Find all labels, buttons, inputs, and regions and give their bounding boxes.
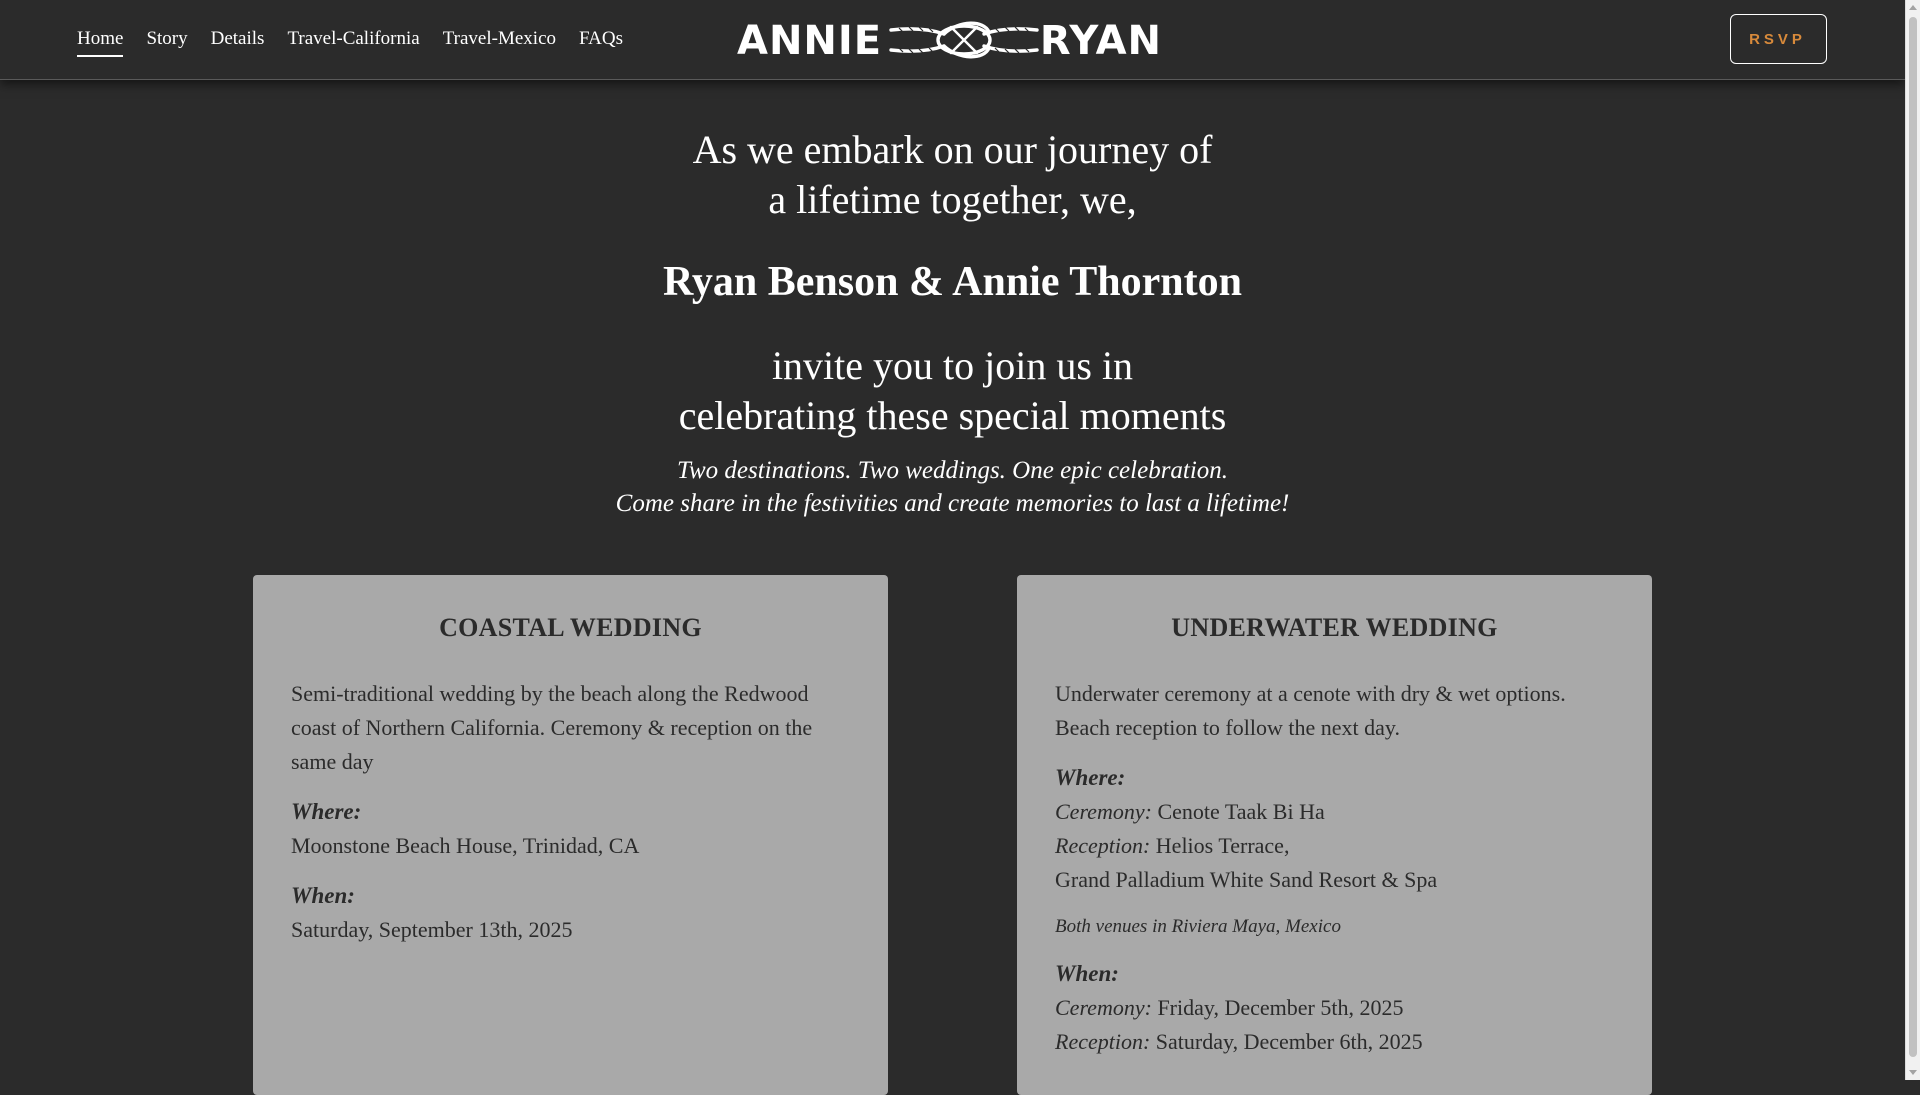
rsvp-button[interactable]: RSVP — [1730, 14, 1827, 64]
nav-home[interactable]: Home — [77, 26, 123, 57]
reception-date-value: Saturday, December 6th, 2025 — [1155, 1029, 1423, 1054]
reception-date-label: Reception: — [1055, 1029, 1151, 1054]
underwater-when-label: When: — [1055, 961, 1119, 986]
underwater-reception-date — [1055, 1025, 1614, 1059]
intro-heading — [0, 125, 1905, 225]
knot-rope-icon — [889, 14, 1039, 66]
intro-line-1: As we embark on our journey of — [692, 127, 1213, 172]
reception-place-value: Helios Terrace, — [1155, 833, 1290, 858]
tagline — [0, 454, 1905, 520]
ceremony-date-label: Ceremony: — [1055, 995, 1152, 1020]
coastal-wedding-title: COASTAL WEDDING — [439, 613, 702, 642]
underwater-wedding-title: UNDERWATER WEDDING — [1171, 613, 1498, 642]
invitation-line-2: celebrating these special moments — [678, 393, 1227, 438]
top-navigation-bar — [0, 0, 1905, 80]
scroll-up-arrow-icon[interactable] — [1909, 5, 1917, 10]
nav-faqs[interactable]: FAQs — [579, 28, 624, 49]
underwater-ceremony-place — [1055, 795, 1614, 829]
ceremony-label: Ceremony: — [1055, 799, 1152, 824]
nav-travel-mexico[interactable]: Travel-Mexico — [442, 28, 557, 49]
nav-details[interactable]: Details — [210, 28, 265, 49]
intro-line-2: a lifetime together, we, — [768, 177, 1137, 222]
reception-label: Reception: — [1055, 833, 1151, 858]
site-logo[interactable] — [737, 14, 1162, 66]
scroll-down-arrow-icon[interactable] — [1909, 1070, 1917, 1075]
ceremony-place-value: Cenote Taak Bi Ha — [1157, 799, 1325, 824]
scrollbar-thumb[interactable] — [1909, 17, 1917, 1057]
couple-names: Ryan Benson & Annie Thornton — [663, 259, 1242, 305]
underwater-wedding-description: Underwater ceremony at a cenote with dry & wet options. Beach reception to follow the next day. — [1055, 681, 1566, 740]
coastal-where-label: Where: — [291, 799, 362, 824]
underwater-where-label: Where: — [1055, 765, 1126, 790]
coastal-wedding-description: Semi-traditional wedding by the beach along the Redwood coast of Northern California. Ceremony & reception on the same day — [291, 681, 813, 774]
nav-story[interactable]: Story — [146, 28, 188, 49]
coastal-when-value: Saturday, September 13th, 2025 — [291, 917, 573, 942]
coastal-wedding-card — [253, 575, 888, 1095]
invitation-heading — [0, 341, 1905, 441]
nav-travel-california[interactable]: Travel-California — [287, 28, 420, 49]
coastal-when-label: When: — [291, 883, 355, 908]
logo-name-right: RYAN — [1039, 18, 1162, 64]
main-nav — [77, 26, 646, 57]
vertical-scrollbar[interactable] — [1905, 0, 1920, 1080]
venues-note: Both venues in Riviera Maya, Mexico — [1055, 916, 1341, 937]
tagline-line-2: Come share in the festivities and create memories to last a lifetime! — [615, 490, 1290, 517]
underwater-ceremony-date — [1055, 991, 1614, 1025]
tagline-line-1: Two destinations. Two weddings. One epic celebration. — [676, 457, 1229, 484]
invitation-line-1: invite you to join us in — [771, 343, 1134, 388]
underwater-reception-place — [1055, 829, 1614, 863]
underwater-wedding-card — [1017, 575, 1652, 1095]
logo-name-left: ANNIE — [737, 18, 883, 64]
ceremony-date-value: Friday, December 5th, 2025 — [1157, 995, 1404, 1020]
coastal-where-value: Moonstone Beach House, Trinidad, CA — [291, 833, 640, 858]
underwater-reception-place-2: Grand Palladium White Sand Resort & Spa — [1055, 867, 1438, 892]
